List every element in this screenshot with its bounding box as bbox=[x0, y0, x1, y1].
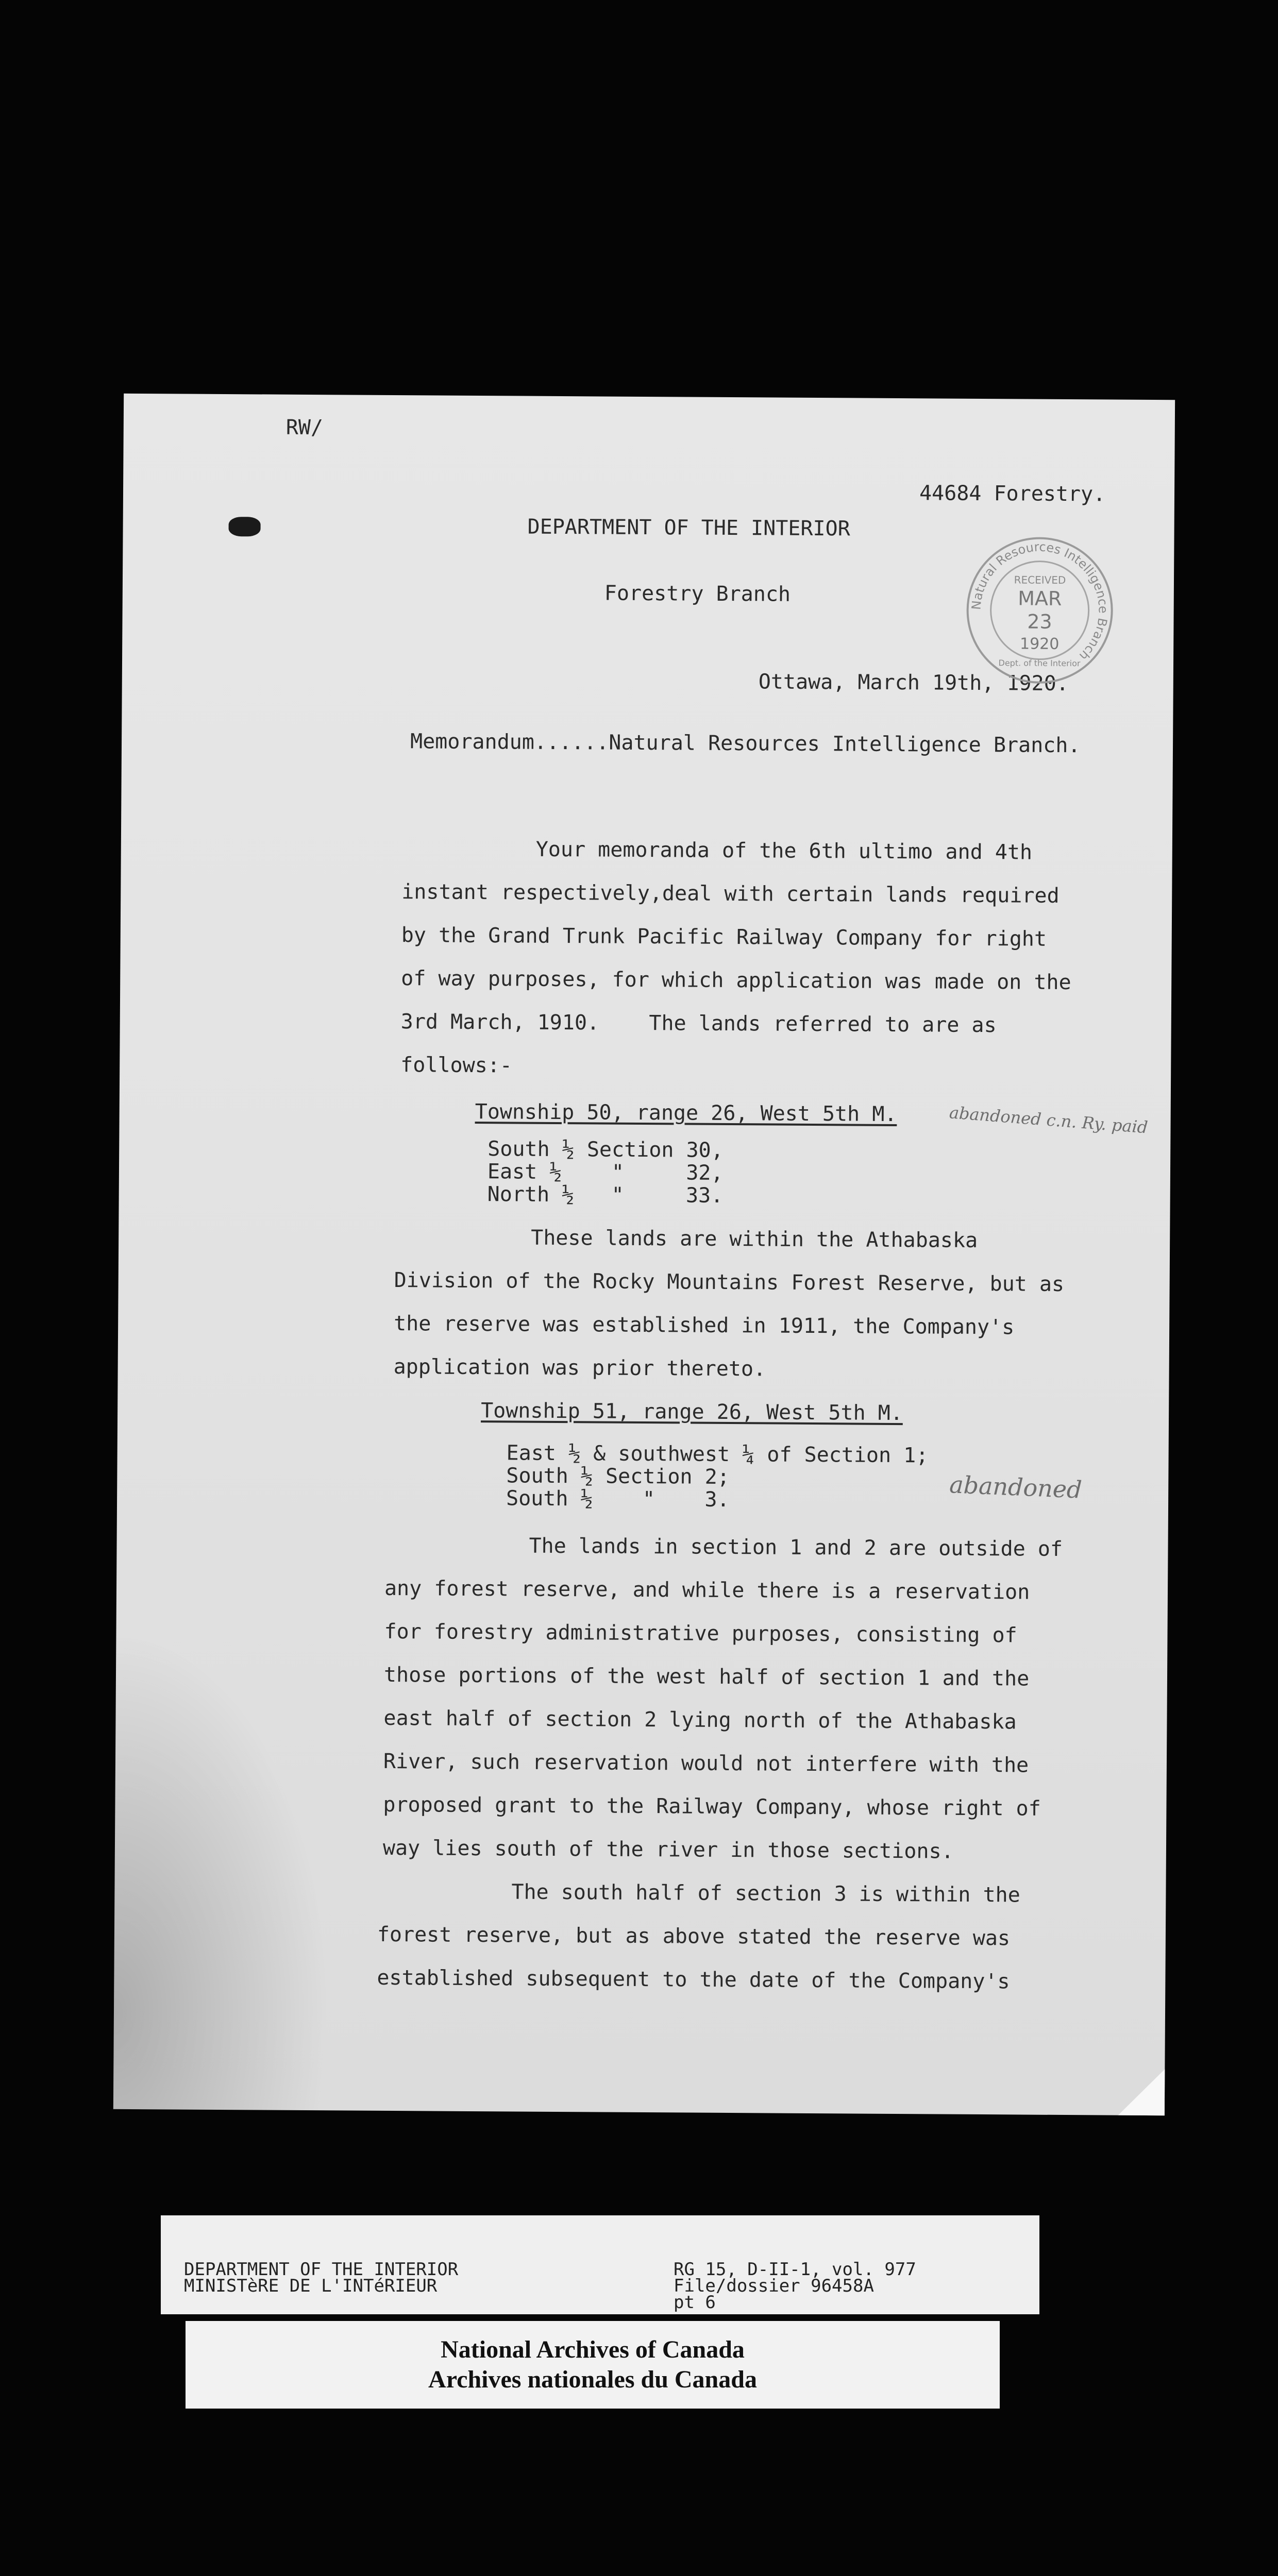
ink-blot bbox=[229, 517, 261, 536]
para1-line: of way purposes, for which application was made on the bbox=[401, 967, 1071, 995]
stamp-month: MAR bbox=[1018, 587, 1062, 610]
para4-line: forest reserve, but as above stated the reserve was bbox=[377, 1922, 1011, 1951]
stamp-dept: Dept. of the Interior bbox=[998, 658, 1081, 669]
label-ref-rg: RG 15, D-II-1, vol. 977 bbox=[674, 2259, 916, 2280]
para2-line: These lands are within the Athabaska bbox=[531, 1226, 978, 1252]
branch-heading: Forestry Branch bbox=[604, 581, 791, 606]
banner-english: National Archives of Canada bbox=[441, 2336, 745, 2363]
label-dept-fr: MINISTèRE DE L'INTéRIEUR bbox=[184, 2276, 438, 2296]
file-number: 44684 Forestry. bbox=[919, 481, 1106, 506]
para3-line: way lies south of the river in those sections. bbox=[382, 1836, 954, 1863]
para3-line: those portions of the west half of section 1 and the bbox=[383, 1663, 1030, 1691]
received-stamp bbox=[962, 533, 1118, 688]
para3-line: proposed grant to the Railway Company, whose right of bbox=[383, 1792, 1041, 1821]
para1-line: by the Grand Trunk Pacific Railway Company for right bbox=[401, 923, 1047, 951]
land-line: South ½ Section 30, bbox=[487, 1137, 724, 1162]
para1-line: 3rd March, 1910. The lands referred to are as bbox=[400, 1010, 997, 1038]
land-line: East ½ & southwest ¼ of Section 1; bbox=[506, 1441, 929, 1468]
para3-line: River, such reservation would not interfere with the bbox=[383, 1749, 1029, 1777]
banner-french: Archives nationales du Canada bbox=[428, 2366, 757, 2393]
memo-addressee: Memorandum......Natural Resources Intelligence Branch. bbox=[410, 730, 1081, 758]
label-ref-file: File/dossier 96458A bbox=[674, 2276, 874, 2296]
township-2-heading: Township 51, range 26, West 5th M. bbox=[481, 1399, 903, 1426]
archive-reference-label bbox=[161, 2215, 1039, 2314]
handwritten-note-1: abandoned c.n. Ry. paid bbox=[948, 1103, 1149, 1138]
para2-line: the reserve was established in 1911, the Company's bbox=[394, 1312, 1015, 1340]
land-line: East ½ " 32, bbox=[487, 1160, 724, 1185]
para3-line: east half of section 2 lying north of the Athabaska bbox=[383, 1706, 1017, 1734]
handwritten-note-2: abandoned bbox=[949, 1470, 1083, 1504]
para1-line: instant respectively,deal with certain lands required bbox=[401, 880, 1060, 908]
stamp-day: 23 bbox=[1027, 610, 1052, 633]
para4-line: The south half of section 3 is within the bbox=[511, 1880, 1020, 1907]
land-line: North ½ " 33. bbox=[487, 1182, 724, 1208]
township-1-heading: Township 50, range 26, West 5th M. bbox=[475, 1099, 897, 1126]
para2-line: Division of the Rocky Mountains Forest Reserve, but as bbox=[394, 1268, 1065, 1296]
para3-line: for forestry administrative purposes, consisting of bbox=[384, 1619, 1017, 1648]
initials: RW/ bbox=[285, 415, 324, 440]
land-line: South ½ " 3. bbox=[506, 1486, 730, 1512]
page-corner bbox=[1118, 2069, 1165, 2116]
archive-banner bbox=[186, 2321, 1000, 2409]
label-ref-part: pt 6 bbox=[674, 2292, 716, 2313]
para2-line: application was prior thereto. bbox=[393, 1355, 766, 1381]
land-line: South ½ Section 2; bbox=[506, 1464, 730, 1489]
stamp-received: RECEIVED bbox=[1014, 573, 1066, 586]
memo-page bbox=[113, 394, 1175, 2115]
para1-line: Your memoranda of the 6th ultimo and 4th bbox=[535, 837, 1033, 865]
para1-line: follows:- bbox=[400, 1053, 513, 1078]
label-dept-en: DEPARTMENT OF THE INTERIOR bbox=[184, 2259, 459, 2280]
department-heading: DEPARTMENT OF THE INTERIOR bbox=[527, 515, 850, 541]
stamp-ring-text: Natural Resources Intelligence Branch bbox=[969, 539, 1111, 664]
memo-date: Ottawa, March 19th, 1920. bbox=[758, 670, 1069, 696]
stamp-year: 1920 bbox=[1019, 635, 1060, 653]
para3-line: The lands in section 1 and 2 are outside of bbox=[529, 1534, 1063, 1561]
para3-line: any forest reserve, and while there is a reservation bbox=[384, 1576, 1030, 1604]
para4-line: established subsequent to the date of the Company's bbox=[377, 1965, 1010, 1994]
